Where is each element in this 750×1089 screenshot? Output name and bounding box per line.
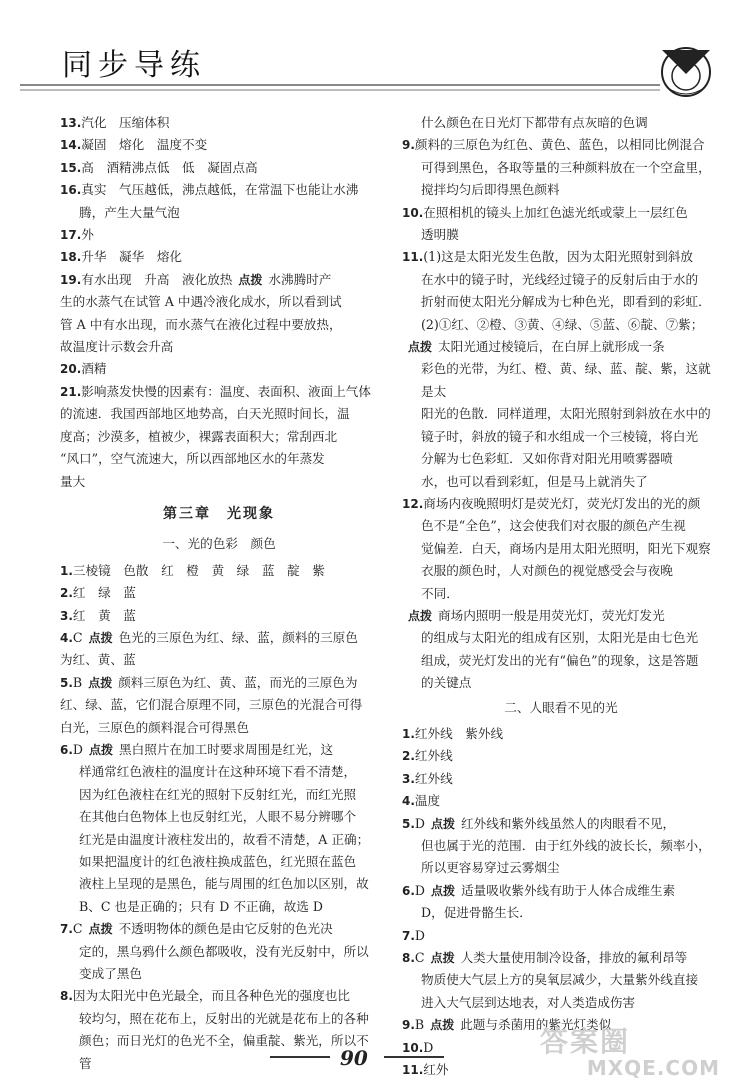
answer-item-hint-label: 点拨 xyxy=(431,883,456,898)
answer-item-number: 10. xyxy=(402,205,424,220)
answer-item-text: 颜料的三原色为红色、黄色、蓝色，以相同比例混合 xyxy=(414,137,705,153)
answer-item xyxy=(402,880,720,902)
answer-item-continuation: 量大 xyxy=(60,473,86,489)
answer-item-hint-text: 人类大量使用制冷设备，排放的氟利昂等 xyxy=(460,950,688,966)
answer-item xyxy=(60,224,378,246)
answer-item-number: 21. xyxy=(60,384,82,399)
answer-item-number: 14. xyxy=(60,138,82,153)
section-title: 二、人眼看不见的光 xyxy=(504,699,618,715)
answer-item-hint-text: 色光的三原色为红、绿、蓝，颜料的三原色 xyxy=(118,629,358,645)
left-column xyxy=(60,112,378,1075)
answer-item-continuation: 腾，产生大量气泡 xyxy=(79,204,180,220)
answer-item-number: 5. xyxy=(60,675,73,690)
answer-item-hint-text: 不透明物体的颜色是由它反射的色光决 xyxy=(118,921,333,937)
answer-item-number: 17. xyxy=(60,228,82,243)
answer-item-text: 外 xyxy=(81,227,94,243)
answer-item-number: 4. xyxy=(60,630,73,645)
answer-item xyxy=(402,202,720,224)
answer-item xyxy=(402,768,720,790)
answer-item xyxy=(60,985,378,1007)
answer-item xyxy=(60,269,378,291)
answer-item xyxy=(60,918,378,940)
answer-item-text: 红外线 xyxy=(414,748,453,764)
answer-item-number: 11. xyxy=(402,1063,424,1078)
hint-block-continuation: 水，也可以看到彩虹，但是马上就消失了 xyxy=(421,473,648,489)
answer-item-hint-text: 此题与杀菌用的紫光灯类似 xyxy=(460,1017,612,1033)
answer-item-continuation: 颜色；而日光灯的色光不全，偏重靛、紫光，所以不管 xyxy=(79,1033,369,1071)
watermark-line1: 答案圈 xyxy=(540,1025,631,1058)
answer-item-number: 8. xyxy=(60,989,73,1004)
answer-item-continuation: 可得到黑色，各取等量的三种颜料放在一个空盒里， xyxy=(421,159,711,175)
answer-item-text: 因为太阳光中色光最全，而且各种色光的强度也比 xyxy=(72,988,350,1004)
section-title: 一、光的色彩 颜色 xyxy=(162,536,276,552)
answer-item-number: 6. xyxy=(402,883,415,898)
answer-item-text: 红 绿 蓝 xyxy=(72,585,136,601)
hint-block-continuation: 彩色的光带，为红、橙、黄、绿、蓝、靛、紫，这就是太 xyxy=(421,361,711,399)
answer-item-continuation: 不同． xyxy=(421,585,459,601)
answer-item-continuation: 觉偏差．白天，商场内是用太阳光照明，阳光下观察 xyxy=(421,540,711,556)
answer-item-text: (1)这是太阳光发生色散，因为太阳光照射到斜放 xyxy=(423,249,693,265)
answer-item-continuation: 折射而使太阳光分解成为七种色光，即看到的彩虹． xyxy=(421,294,711,310)
answer-item-continuation: 度高；沙漠多，植被少，裸露表面积大；常刮西北 xyxy=(60,428,338,444)
answer-item-text: 红外线 紫外线 xyxy=(414,725,504,741)
answer-item-number: 9. xyxy=(402,138,415,153)
answer-item-continuation: B、C 也是正确的；只有 D 不正确，故选 D xyxy=(79,898,324,914)
answer-item xyxy=(60,246,378,268)
answer-item-text: 酒精 xyxy=(81,361,107,377)
hint-block-continuation: 的组成与太阳光的组成有区别，太阳光是由七色光 xyxy=(421,630,699,646)
answer-item-number: 2. xyxy=(402,749,415,764)
answer-item-number: 9. xyxy=(402,1018,415,1033)
page-header-title: 同步导练 xyxy=(62,48,206,83)
answer-item-continuation: 定的，黑乌鸦什么颜色都吸收，没有光反射中，所以 xyxy=(79,943,369,959)
answer-item-continuation: 色不是“全色”，这会使我们对衣服的颜色产生视 xyxy=(421,518,686,534)
answer-item-continuation: 样通常红色液柱的温度计在这种环境下看不清楚， xyxy=(79,764,357,780)
answer-item xyxy=(402,493,720,515)
answer-item-continuation: 红、绿、蓝，它们混合原理不同，三原色的光混合可得 xyxy=(60,697,363,713)
hint-block-continuation: 组成，荧光灯发出的光有“偏色”的现象，这是答题 xyxy=(421,652,699,668)
answer-item xyxy=(60,605,378,627)
answer-item-number: 19. xyxy=(60,272,82,287)
answer-item-text: 在照相机的镜头上加红色滤光纸或蒙上一层红色 xyxy=(423,204,688,220)
answer-item-text: C xyxy=(72,921,83,937)
answer-item-hint-label: 点拨 xyxy=(238,272,263,287)
answer-item-number: 7. xyxy=(402,928,415,943)
answer-item xyxy=(402,745,720,767)
answer-item xyxy=(60,627,378,649)
answer-item-continuation: 因为红色液柱在红光的照射下反射红光，而红光照 xyxy=(79,786,357,802)
answer-item-continuation: 较均匀，照在花布上，反射出的光就是花布上的各种 xyxy=(79,1010,369,1026)
answer-item-hint-text: 颜料三原色为红、黄、蓝，而光的三原色为 xyxy=(118,674,358,690)
answer-item-text: 红 黄 蓝 xyxy=(72,607,136,623)
answer-item-text: 汽化 压缩体积 xyxy=(81,115,170,130)
answer-item-text: D xyxy=(414,815,426,831)
answer-item-number: 20. xyxy=(60,362,82,377)
answer-item-continuation: D，促进骨骼生长． xyxy=(421,905,532,921)
answer-item xyxy=(60,672,378,694)
answer-item xyxy=(60,157,378,179)
answer-item-number: 1. xyxy=(402,726,415,741)
answer-item-continuation: 物质使大气层上方的臭氧层减少，大量紫外线直接 xyxy=(421,972,699,988)
right-column xyxy=(402,112,720,1081)
answer-item xyxy=(402,246,720,268)
answer-item-text: B xyxy=(414,1017,425,1033)
answer-item-hint-text: 适量吸收紫外线有助于人体合成维生素 xyxy=(461,882,676,898)
hint-block-continuation: 阳光的色散．同样道理，太阳光照射到斜放在水中的 xyxy=(421,406,711,422)
answer-item xyxy=(402,925,720,947)
answer-item-hint-text: 水沸腾时产 xyxy=(268,271,332,287)
hint-block xyxy=(402,605,720,627)
answer-item-number: 16. xyxy=(60,183,82,198)
answer-item-hint-text: 红外线和紫外线虽然人的肉眼看不见， xyxy=(461,815,676,831)
header-rule xyxy=(20,84,660,94)
answer-item-continuation: 进入大气层到达地表，对人类造成伤害 xyxy=(421,994,636,1010)
hint-block-hint-text: 太阳光通过棱镜后，在白屏上就形成一条 xyxy=(438,339,665,355)
answer-item xyxy=(60,112,378,134)
answer-item xyxy=(60,381,378,403)
hint-block-hint-label: 点拨 xyxy=(408,608,433,623)
answer-item-text: D xyxy=(72,741,84,757)
watermark xyxy=(540,1020,740,1082)
answer-item-continuation: 搅拌均匀后即得黑色颜料 xyxy=(421,182,560,198)
hint-block xyxy=(402,336,720,358)
answer-item-number: 12. xyxy=(402,496,424,511)
answer-item-continuation: 生的水蒸气在试管 A 中遇冷液化成水，所以看到试 xyxy=(60,294,342,310)
answer-item-text: D xyxy=(423,1039,434,1055)
answer-item-number: 11. xyxy=(402,250,424,265)
answer-item-text: D xyxy=(414,927,426,943)
answer-continuation: 什么颜色在日光灯下都带有点灰暗的色调 xyxy=(421,115,648,130)
page-number-ornament-left xyxy=(270,1056,330,1058)
page-number-ornament-right xyxy=(384,1056,444,1058)
answer-item xyxy=(60,179,378,201)
answer-item-hint-label: 点拨 xyxy=(89,742,114,757)
answer-item-number: 3. xyxy=(402,771,415,786)
answer-item xyxy=(402,723,720,745)
answer-item-text: 商场内夜晚照明灯是荧光灯，荧光灯发出的光的颜 xyxy=(423,495,701,511)
answer-item-continuation: 管 A 中有水出现，而水蒸气在液化过程中要放热， xyxy=(60,316,342,332)
answer-item-continuation: “风口”，空气流速大，所以西部地区水的年蒸发 xyxy=(60,451,325,467)
page-number: 90 xyxy=(340,1046,368,1070)
answer-item xyxy=(402,134,720,156)
publisher-logo-icon xyxy=(648,30,724,106)
answer-item-continuation: 白光，三原色的颜料混合可得黑色 xyxy=(60,719,249,735)
watermark-line2: MXQE.COM xyxy=(586,1056,720,1080)
answer-item-number: 13. xyxy=(60,116,82,130)
answer-item-hint-label: 点拨 xyxy=(431,816,456,831)
answer-item xyxy=(60,582,378,604)
answer-item-hint-label: 点拨 xyxy=(430,1018,455,1033)
answer-item-text: 真实 气压越低，沸点越低，在常温下也能让水沸 xyxy=(81,182,359,198)
answer-item-continuation: 在其他白色物体上也反射红光，人眼不易分辨哪个 xyxy=(79,809,357,825)
answer-item-number: 8. xyxy=(402,951,415,966)
answer-item-text: C xyxy=(72,629,83,645)
answer-item xyxy=(60,560,378,582)
answer-item-number: 10. xyxy=(402,1040,424,1055)
answer-item-number: 4. xyxy=(402,794,415,809)
answer-item-continuation: 液柱上呈现的是黑色，能与周围的红色加以区别，故 xyxy=(79,876,369,892)
answer-item-hint-label: 点拨 xyxy=(88,675,113,690)
answer-item-continuation: 在水中的镜子时，光线经过镜子的反射后由于水的 xyxy=(421,271,699,287)
answer-item-text: 三棱镜 色散 红 橙 黄 绿 蓝 靛 紫 xyxy=(72,562,325,578)
answer-item-continuation: 故温度计示数会升高 xyxy=(60,339,174,355)
answer-item-text: 凝固 熔化 温度不变 xyxy=(81,137,208,153)
answer-item-continuation: 红光是由温度计液柱发出的，故看不清楚，A 正确； xyxy=(79,831,370,847)
answer-item-hint-label: 点拨 xyxy=(430,951,455,966)
hint-block-continuation: 镜子时，斜放的镜子和水组成一个三棱镜，将白光 xyxy=(421,428,699,444)
answer-item-text: D xyxy=(414,882,426,898)
answer-item-number: 6. xyxy=(60,742,73,757)
answer-item-continuation: 为红、黄、蓝 xyxy=(60,652,136,668)
answer-item xyxy=(402,790,720,812)
answer-item-number: 18. xyxy=(60,250,82,265)
hint-block-hint-label: 点拨 xyxy=(408,340,433,355)
answer-item-text: B xyxy=(72,674,83,690)
answer-item-number: 15. xyxy=(60,160,82,175)
answer-item-continuation: 所以更容易穿过云雾烟尘 xyxy=(421,860,560,876)
answer-item xyxy=(60,739,378,761)
answer-item-text: 升华 凝华 熔化 xyxy=(81,249,183,265)
answer-item-continuation: 的流速．我国西部地区地势高，白天光照时间长，温 xyxy=(60,406,350,422)
answer-item-continuation: 变成了黑色 xyxy=(79,966,142,982)
answer-item-continuation: 但也属于光的范围．由于红外线的波长长，频率小， xyxy=(421,838,711,853)
answer-item-continuation: 如果把温度计的红色液柱换成蓝色，红光照在蓝色 xyxy=(79,854,357,869)
hint-block-continuation: 的关键点 xyxy=(421,675,472,691)
answer-item-number: 2. xyxy=(60,586,73,601)
answer-item-number: 1. xyxy=(60,563,73,578)
answer-item-hint-text: 黑白照片在加工时要求周围是红光，这 xyxy=(119,741,334,757)
answer-item-continuation: (2)①红、②橙、③黄、④绿、⑤蓝、⑥靛、⑦紫； xyxy=(421,316,704,332)
answer-item xyxy=(60,358,378,380)
answer-item-hint-label: 点拨 xyxy=(88,630,113,645)
answer-item-text: 影响蒸发快慢的因素有：温度、表面积、液面上气体 xyxy=(81,383,371,399)
answer-item-text: 红外线 xyxy=(414,770,453,786)
answer-item xyxy=(402,947,720,969)
answer-item-hint-label: 点拨 xyxy=(88,922,113,937)
answer-item-continuation: 衣服的颜色时，人对颜色的视觉感受会与夜晚 xyxy=(421,563,673,579)
answer-item-text: 高 酒精沸点低 低 凝固点高 xyxy=(81,159,258,175)
answer-item-text: 红外 xyxy=(423,1062,449,1078)
answer-item-number: 5. xyxy=(402,816,415,831)
answer-item-continuation: 透明膜 xyxy=(421,227,459,243)
answer-item-text: 有水出现 升高 液化放热 xyxy=(81,271,233,287)
hint-block-hint-text: 商场内照明一般是用荧光灯，荧光灯发光 xyxy=(438,607,665,623)
answer-item xyxy=(60,134,378,156)
answer-item-number: 7. xyxy=(60,922,73,937)
hint-block-continuation: 分解为七色彩虹．又如你背对阳光用喷雾器喷 xyxy=(421,451,673,467)
answer-item-text: 温度 xyxy=(414,793,441,809)
chapter-title: 第三章 光现象 xyxy=(163,505,275,522)
answer-item-text: C xyxy=(414,950,425,966)
answer-item xyxy=(402,813,720,835)
answer-item-number: 3. xyxy=(60,608,73,623)
